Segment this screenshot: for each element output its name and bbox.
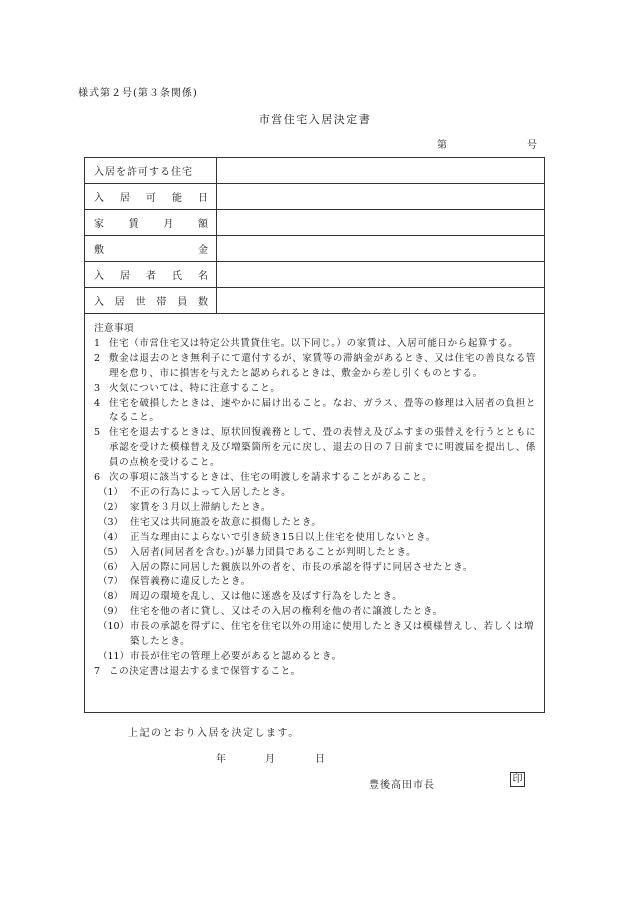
subitem-number: （9）	[98, 606, 124, 618]
field-label	[85, 184, 217, 209]
form-number: 様式第２号(第３条関係)	[78, 88, 198, 99]
field-label	[85, 210, 217, 235]
note-item	[94, 382, 536, 397]
note-number: 7	[94, 665, 101, 677]
note-text: 火気については、特に注意すること。	[109, 382, 281, 394]
subitem-text: 住宅又は共同施設を故意に損傷したとき。	[130, 516, 322, 528]
field-label	[85, 288, 217, 313]
subitem-text: 周辺の環境を乱し、又は他に迷惑を及ぼす行為をしたとき。	[130, 591, 403, 603]
field-label-text: 入 居 可 能 日	[94, 193, 208, 204]
field-label-text: 入 居 者 氏 名	[94, 271, 208, 282]
subitem-number: （1）	[98, 486, 124, 498]
subitem-text: 入居の際に同居した親族以外の者を、市長の承認を得ずに同居させたとき。	[130, 561, 474, 573]
note-number: 1	[94, 337, 101, 349]
note-text: 住宅を破損したときは、速やかに届け出ること。なお、ガラス、畳等の修理は入居者の負担となること。	[109, 397, 536, 424]
field-label	[85, 158, 217, 183]
seal-mark: 印	[510, 772, 525, 787]
note-number: 2	[94, 352, 101, 364]
subitem-number: （8）	[98, 591, 124, 603]
field-row-resident-name	[85, 262, 544, 288]
subitem-text: 家賃を３月以上滞納したとき。	[130, 501, 272, 513]
note-number: 3	[94, 382, 101, 394]
field-value	[217, 288, 544, 313]
field-label	[85, 262, 217, 287]
note-subitem	[94, 486, 536, 501]
field-row-deposit	[85, 236, 544, 262]
field-value	[217, 236, 544, 261]
document-title: 市営住宅入居決定書	[258, 113, 372, 126]
field-label-text: 入 居 世 帯 員 数	[94, 297, 208, 308]
note-subitem	[94, 620, 536, 650]
subitem-number: （2）	[98, 501, 124, 513]
field-label	[85, 236, 217, 261]
field-label-text: 家 賃 月 額	[94, 219, 208, 230]
field-value	[217, 184, 544, 209]
field-row-household-count	[85, 288, 544, 314]
decision-form-table	[84, 157, 545, 713]
doc-no-prefix: 第	[437, 140, 447, 151]
note-item	[94, 471, 536, 486]
subitem-text: 市長の承認を得ずに、住宅を住宅以外の用途に使用したとき又は模様替えし、若しくは増築したとき。	[130, 621, 535, 648]
note-item	[94, 426, 536, 471]
subitem-number: （6）	[98, 561, 124, 573]
subitem-number: （10）	[98, 621, 130, 633]
notes-section	[94, 322, 536, 680]
note-subitem	[94, 650, 536, 665]
subitem-text: 不正の行為によって入居したとき。	[130, 486, 292, 498]
document-number	[437, 136, 537, 151]
subitem-number: （3）	[98, 516, 124, 528]
date-year-label: 年	[216, 754, 226, 765]
field-row-housing	[85, 158, 544, 184]
note-item	[94, 352, 536, 382]
subitem-text: 住宅を他の者に貸し、又はその入居の権利を他の者に譲渡したとき。	[130, 606, 443, 618]
note-item	[94, 665, 536, 680]
note-number: 5	[94, 427, 101, 439]
subitem-text: 市長が住宅の管理上必要があると認めるとき。	[130, 650, 342, 662]
doc-no-suffix: 号	[527, 140, 537, 151]
note-text: 住宅（市営住宅又は特定公共賃貸住宅。以下同じ。）の家賃は、入居可能日から起算する。	[109, 337, 519, 349]
field-label-text: 敷 金	[94, 245, 208, 256]
note-subitem	[94, 590, 536, 605]
subitem-text: 入居者(同居者を含む。)が暴力団員であることが判明したとき。	[130, 546, 417, 558]
note-text: この決定書は退去するまで保管すること。	[109, 665, 301, 677]
note-subitem	[94, 575, 536, 590]
field-row-move-in-date	[85, 184, 544, 210]
note-text: 敷金は退去のとき無利子にて還付するが、家賃等の滞納金があるとき、又は住宅の善良なる管理を怠り、市に損害を与えたと認められるときは、敷金から差し引くものとする。	[109, 352, 536, 379]
note-subitem	[94, 605, 536, 620]
note-number: 6	[94, 472, 101, 484]
decision-statement: 上記のとおり入居を決定します。	[128, 728, 300, 739]
subitem-number: （7）	[98, 576, 124, 588]
subitem-number: （4）	[98, 531, 124, 543]
field-value	[217, 262, 544, 287]
note-item	[94, 397, 536, 427]
subitem-number: （11）	[98, 650, 130, 662]
note-subitem	[94, 501, 536, 516]
date-day-label: 日	[315, 754, 325, 765]
notes-heading: 注意事項	[94, 323, 135, 334]
note-subitem	[94, 561, 536, 576]
note-item	[94, 337, 536, 352]
subitem-text: 保管義務に違反したとき。	[130, 576, 251, 588]
subitem-number: （5）	[98, 546, 124, 558]
field-label-text: 入居を許可する住宅	[94, 167, 193, 178]
subitem-text: 正当な理由によらないで引き続き15日以上住宅を使用しないとき。	[130, 531, 436, 543]
date-month-label: 月	[265, 754, 275, 765]
note-subitem	[94, 546, 536, 561]
field-value	[217, 210, 544, 235]
issuer-name: 豊後高田市長	[369, 780, 435, 791]
field-row-rent	[85, 210, 544, 236]
note-number: 4	[94, 397, 101, 409]
note-subitem	[94, 531, 536, 546]
field-value	[217, 158, 544, 183]
note-text: 住宅を退去するときは、原状回復義務として、畳の表替え及びふすまの張替えを行うとともに承認を受けた模様替え及び増築箇所を元に戻し、退去の日の７日前までに明渡届を提出し、係員の点検を受けること。	[109, 427, 536, 469]
note-subitem	[94, 516, 536, 531]
note-text: 次の事項に該当するときは、住宅の明渡しを請求することがあること。	[109, 472, 433, 484]
